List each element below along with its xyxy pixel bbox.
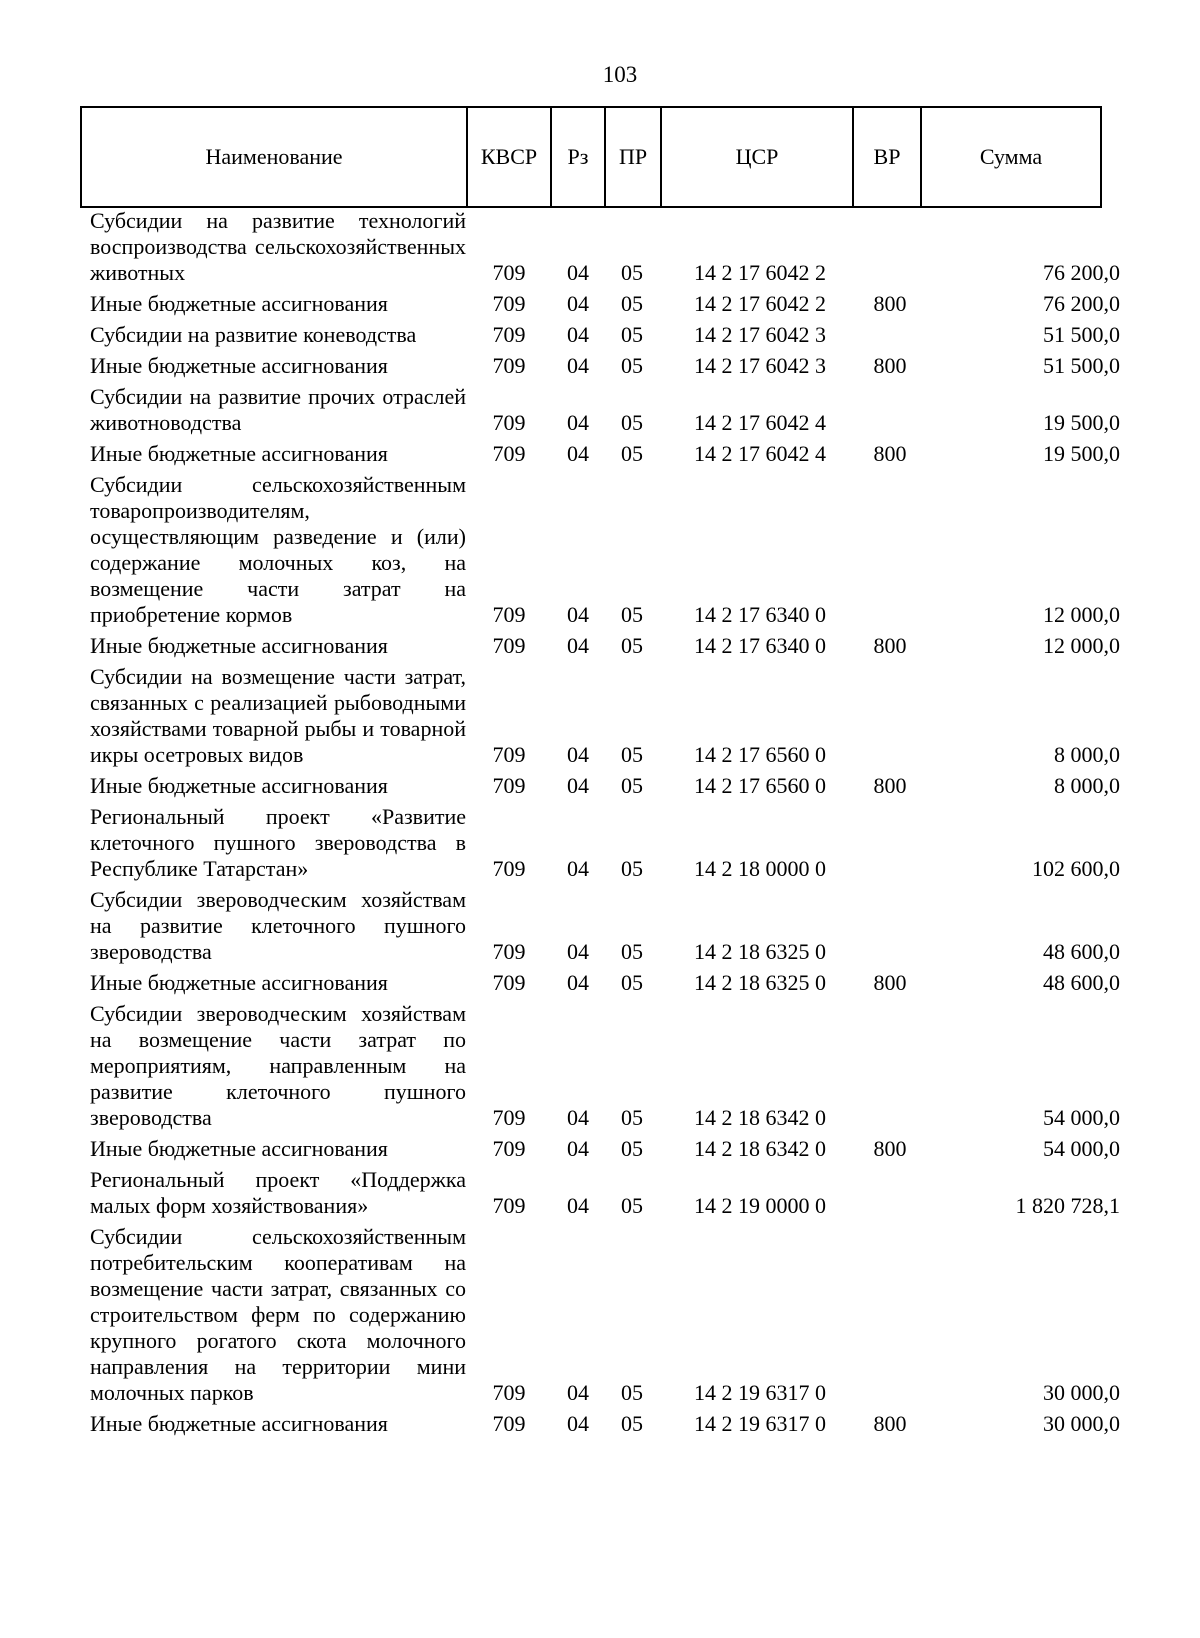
row-rz: 04 <box>567 260 589 285</box>
row-vr: 800 <box>873 441 907 466</box>
row-name: Субсидии звероводческим хозяйствам на развитие клеточного пушного звероводства <box>90 887 466 964</box>
row-csr: 14 2 17 6560 0 <box>694 773 826 798</box>
row-rz: 04 <box>567 970 589 995</box>
row-pr: 05 <box>621 353 643 378</box>
row-rz: 04 <box>567 1380 589 1405</box>
row-name: Субсидии сельскохозяйственным потребительским кооперативам на возмещение части затрат, связанных со строительством ферм по содержанию крупного рогатого скота молочного направления на территории мини молочных парков <box>90 1224 466 1405</box>
table-row <box>0 1134 1200 1165</box>
row-rz: 04 <box>567 1411 589 1436</box>
row-vr: 800 <box>873 1136 907 1161</box>
row-kvsr: 709 <box>492 970 526 995</box>
row-csr: 14 2 17 6042 4 <box>694 441 826 466</box>
row-name: Иные бюджетные ассигнования <box>90 1136 388 1161</box>
row-sum: 54 000,0 <box>1043 1105 1120 1130</box>
row-vr: 800 <box>873 970 907 995</box>
row-csr: 14 2 18 6325 0 <box>694 939 826 964</box>
row-pr: 05 <box>621 1193 643 1218</box>
row-pr: 05 <box>621 441 643 466</box>
row-vr: 800 <box>873 773 907 798</box>
row-rz: 04 <box>567 1193 589 1218</box>
table-row <box>0 631 1200 662</box>
row-kvsr: 709 <box>492 1380 526 1405</box>
table-body <box>0 206 1200 1440</box>
row-csr: 14 2 17 6340 0 <box>694 633 826 658</box>
table-row <box>0 885 1200 968</box>
row-sum: 19 500,0 <box>1043 441 1120 466</box>
row-rz: 04 <box>567 322 589 347</box>
row-csr: 14 2 17 6042 3 <box>694 353 826 378</box>
row-sum: 30 000,0 <box>1043 1411 1120 1436</box>
header-rz: Рз <box>551 107 605 207</box>
table-header <box>80 106 1102 208</box>
table-row <box>0 968 1200 999</box>
row-kvsr: 709 <box>492 1105 526 1130</box>
row-pr: 05 <box>621 322 643 347</box>
table-row <box>0 662 1200 771</box>
row-kvsr: 709 <box>492 602 526 627</box>
row-pr: 05 <box>621 633 643 658</box>
row-name: Субсидии на возмещение части затрат, связанных с реализацией рыбоводными хозяйствами товарной рыбы и товарной икры осетровых видов <box>90 664 466 767</box>
row-csr: 14 2 17 6340 0 <box>694 602 826 627</box>
table-row <box>0 351 1200 382</box>
row-name: Субсидии сельскохозяйственным товаропроизводителям, осуществляющим разведение и (или) содержание молочных коз, на возмещение части затрат на приобретение кормов <box>90 472 466 627</box>
row-kvsr: 709 <box>492 291 526 316</box>
table-row <box>0 470 1200 631</box>
row-name: Иные бюджетные ассигнования <box>90 353 388 378</box>
row-sum: 8 000,0 <box>1054 742 1120 767</box>
row-sum: 12 000,0 <box>1043 602 1120 627</box>
row-csr: 14 2 19 0000 0 <box>694 1193 826 1218</box>
row-sum: 102 600,0 <box>1032 856 1120 881</box>
row-kvsr: 709 <box>492 633 526 658</box>
page-number: 103 <box>602 62 638 87</box>
row-kvsr: 709 <box>492 410 526 435</box>
row-pr: 05 <box>621 939 643 964</box>
row-sum: 51 500,0 <box>1043 353 1120 378</box>
row-pr: 05 <box>621 291 643 316</box>
row-csr: 14 2 18 6325 0 <box>694 970 826 995</box>
row-pr: 05 <box>621 260 643 285</box>
row-pr: 05 <box>621 1136 643 1161</box>
row-pr: 05 <box>621 742 643 767</box>
row-rz: 04 <box>567 856 589 881</box>
row-vr: 800 <box>873 1411 907 1436</box>
row-kvsr: 709 <box>492 1193 526 1218</box>
row-pr: 05 <box>621 1380 643 1405</box>
row-name: Иные бюджетные ассигнования <box>90 970 388 995</box>
table-row <box>0 771 1200 802</box>
row-kvsr: 709 <box>492 1411 526 1436</box>
header-pr: ПР <box>605 107 661 207</box>
row-kvsr: 709 <box>492 1136 526 1161</box>
table-row <box>0 1222 1200 1409</box>
row-rz: 04 <box>567 633 589 658</box>
row-vr: 800 <box>873 633 907 658</box>
row-csr: 14 2 19 6317 0 <box>694 1411 826 1436</box>
row-kvsr: 709 <box>492 353 526 378</box>
row-vr: 800 <box>873 353 907 378</box>
row-csr: 14 2 17 6042 2 <box>694 260 826 285</box>
table-row <box>0 382 1200 439</box>
row-csr: 14 2 19 6317 0 <box>694 1380 826 1405</box>
row-kvsr: 709 <box>492 441 526 466</box>
row-rz: 04 <box>567 1136 589 1161</box>
table-row <box>0 802 1200 885</box>
row-name: Субсидии звероводческим хозяйствам на возмещение части затрат по мероприятиям, направленным на развитие клеточного пушного звероводства <box>90 1001 466 1130</box>
row-sum: 8 000,0 <box>1054 773 1120 798</box>
row-rz: 04 <box>567 773 589 798</box>
row-kvsr: 709 <box>492 322 526 347</box>
row-csr: 14 2 17 6560 0 <box>694 742 826 767</box>
row-rz: 04 <box>567 939 589 964</box>
header-vr: ВР <box>853 107 921 207</box>
row-sum: 54 000,0 <box>1043 1136 1120 1161</box>
row-rz: 04 <box>567 1105 589 1130</box>
row-kvsr: 709 <box>492 260 526 285</box>
row-name: Иные бюджетные ассигнования <box>90 441 388 466</box>
row-kvsr: 709 <box>492 856 526 881</box>
header-csr: ЦСР <box>661 107 853 207</box>
row-rz: 04 <box>567 291 589 316</box>
row-sum: 12 000,0 <box>1043 633 1120 658</box>
row-pr: 05 <box>621 410 643 435</box>
row-sum: 1 820 728,1 <box>1015 1193 1120 1218</box>
row-pr: 05 <box>621 1411 643 1436</box>
row-sum: 19 500,0 <box>1043 410 1120 435</box>
row-csr: 14 2 18 0000 0 <box>694 856 826 881</box>
row-csr: 14 2 17 6042 3 <box>694 322 826 347</box>
row-sum: 30 000,0 <box>1043 1380 1120 1405</box>
row-name: Субсидии на развитие прочих отраслей животноводства <box>90 384 466 435</box>
header-kvsr: КВСР <box>467 107 551 207</box>
row-sum: 76 200,0 <box>1043 291 1120 316</box>
row-kvsr: 709 <box>492 939 526 964</box>
row-pr: 05 <box>621 970 643 995</box>
row-rz: 04 <box>567 602 589 627</box>
row-pr: 05 <box>621 856 643 881</box>
header-sum: Сумма <box>921 107 1101 207</box>
row-csr: 14 2 18 6342 0 <box>694 1105 826 1130</box>
row-pr: 05 <box>621 773 643 798</box>
row-sum: 51 500,0 <box>1043 322 1120 347</box>
row-pr: 05 <box>621 602 643 627</box>
table-row <box>0 320 1200 351</box>
row-name: Региональный проект «Поддержка малых форм хозяйствования» <box>90 1167 466 1218</box>
table-row <box>0 439 1200 470</box>
row-csr: 14 2 18 6342 0 <box>694 1136 826 1161</box>
row-name: Иные бюджетные ассигнования <box>90 1411 388 1436</box>
table-row <box>0 1165 1200 1222</box>
table-row <box>0 999 1200 1134</box>
row-sum: 48 600,0 <box>1043 970 1120 995</box>
row-csr: 14 2 17 6042 4 <box>694 410 826 435</box>
row-csr: 14 2 17 6042 2 <box>694 291 826 316</box>
row-pr: 05 <box>621 1105 643 1130</box>
row-name: Иные бюджетные ассигнования <box>90 773 388 798</box>
row-name: Иные бюджетные ассигнования <box>90 291 388 316</box>
row-rz: 04 <box>567 353 589 378</box>
table-row <box>0 1409 1200 1440</box>
row-name: Иные бюджетные ассигнования <box>90 633 388 658</box>
row-rz: 04 <box>567 441 589 466</box>
row-rz: 04 <box>567 410 589 435</box>
row-name: Субсидии на развитие коневодства <box>90 322 417 347</box>
table-row <box>0 289 1200 320</box>
row-kvsr: 709 <box>492 742 526 767</box>
row-name: Региональный проект «Развитие клеточного пушного звероводства в Республике Татарстан» <box>90 804 466 881</box>
row-sum: 48 600,0 <box>1043 939 1120 964</box>
table-row <box>0 206 1200 289</box>
row-sum: 76 200,0 <box>1043 260 1120 285</box>
row-kvsr: 709 <box>492 773 526 798</box>
row-name: Субсидии на развитие технологий воспроизводства сельскохозяйственных животных <box>90 208 466 285</box>
header-name: Наименование <box>81 107 467 207</box>
row-rz: 04 <box>567 742 589 767</box>
row-vr: 800 <box>873 291 907 316</box>
